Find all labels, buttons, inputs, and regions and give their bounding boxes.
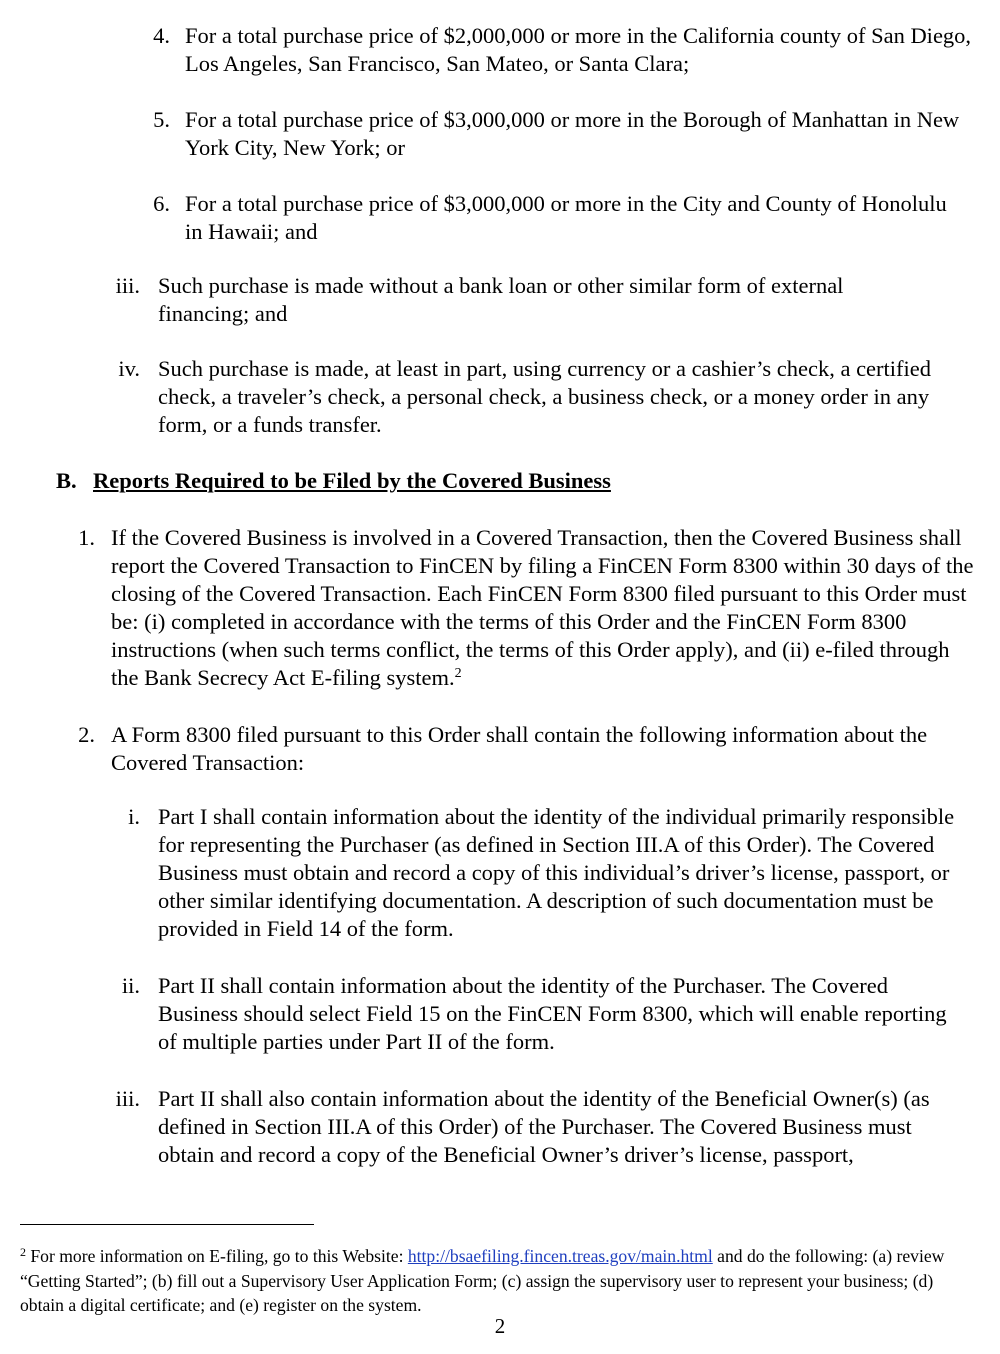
list-item-number: 5. — [153, 107, 170, 132]
efiling-link[interactable]: http://bsaefiling.fincen.treas.gov/main.html — [407, 1246, 713, 1266]
list-item-number: 4. — [153, 23, 170, 48]
list-item-number: iii. — [115, 273, 140, 298]
list-item-number: iv. — [118, 356, 140, 381]
section-heading — [56, 467, 611, 495]
list-item-text: For a total purchase price of $2,000,000 or more in the California county of San Diego, Los Angeles, San Francisco, San Mateo, or Santa Clara; — [185, 23, 972, 76]
list-item-number: iii. — [115, 1086, 140, 1111]
section-letter: B. — [56, 468, 77, 493]
list-item-number: 1. — [78, 525, 95, 550]
list-item-text: A Form 8300 filed pursuant to this Order shall contain the following information about the Covered Transaction: — [111, 722, 928, 775]
list-item-text: Part II shall contain information about the identity of the Purchaser. The Covered Business should select Field 15 on the FinCEN Form 8300, which will enable reporting of multiple parties under Part II of the form. — [158, 973, 947, 1054]
list-item-text: Such purchase is made without a bank loan or other similar form of external financing; and — [158, 273, 844, 326]
section-title: Reports Required to be Filed by the Covered Business — [93, 468, 611, 493]
footnote-reference: 2 — [454, 666, 462, 681]
list-item-text: For a total purchase price of $3,000,000 or more in the City and County of Honolulu in Hawaii; and — [185, 191, 947, 244]
list-item-text: For a total purchase price of $3,000,000 or more in the Borough of Manhattan in New York City, New York; or — [185, 107, 960, 160]
footnote-divider — [20, 1224, 314, 1225]
footnote-number: 2 — [20, 1245, 26, 1259]
list-item-number: 2. — [78, 722, 95, 747]
page-number: 2 — [494, 1314, 506, 1338]
list-item-text — [111, 524, 979, 692]
footnote — [20, 1240, 980, 1318]
list-item-number: i. — [128, 804, 140, 829]
footnote-text-before-link: For more information on E-filing, go to this Website: — [26, 1246, 408, 1266]
list-item-text: Part I shall contain information about the identity of the individual primarily responsible for representing the Purchaser (as defined in Section III.A of this Order). The Covered Business must obtain and record a copy of this individual’s driver’s license, passport, or other similar identifying documentation. A description of such documentation must be provided in Field 14 of the form. — [158, 804, 955, 941]
list-item-body: If the Covered Business is involved in a Covered Transaction, then the Covered Business shall report the Covered Transaction to FinCEN by filing a FinCEN Form 8300 within 30 days of the closing of the Covered Transaction. Each FinCEN Form 8300 filed pursuant to this Order must be: (i) completed in accordance with the terms of this Order and the FinCEN Form 8300 instructions (when such terms conflict, the terms of this Order apply), and (ii) e-filed through the Bank Secrecy Act E-filing system. — [111, 525, 974, 690]
list-item-text: Such purchase is made, at least in part, using currency or a cashier’s check, a certified check, a traveler’s check, a personal check, a business check, or a money order in any form, or a funds transfer. — [158, 356, 932, 437]
list-item-number: ii. — [121, 973, 140, 998]
footnote-text-after-link: and do the following: (a) review “Getting Started”; (b) fill out a Supervisory User Application Form; (c) assign the supervisory user to represent your business; (d) obtain a digital certificate; and (e) register on the system. — [20, 1246, 945, 1315]
list-item-number: 6. — [153, 191, 170, 216]
list-item-text: Part II shall also contain information about the identity of the Beneficial Owner(s) (as defined in Section III.A of this Order) of the Purchaser. The Covered Business must obtain and record a copy of the Beneficial Owner’s driver’s license, passport, — [158, 1086, 930, 1167]
